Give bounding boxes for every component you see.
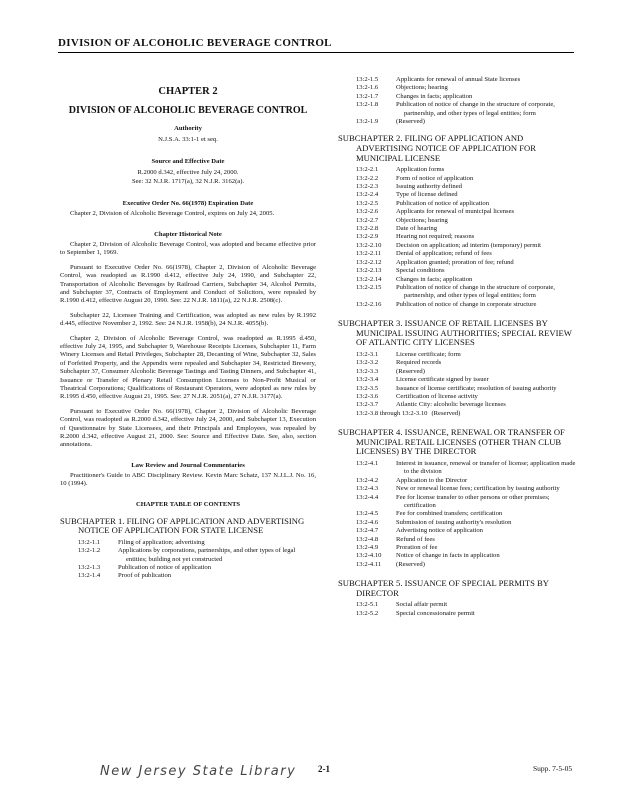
section-title: Publication of notice of application [396, 199, 490, 207]
toc-entry [78, 539, 316, 547]
toc-entry [356, 284, 582, 301]
section-title: Proration of fee [396, 544, 438, 551]
section-title: (Reserved) [431, 409, 461, 417]
section-number: 13:2-2.16 [356, 300, 382, 308]
toc-entry [356, 477, 582, 485]
toc-entry [356, 233, 582, 241]
toc-entry [356, 267, 582, 275]
toc-entry [356, 610, 582, 618]
toc-entry [356, 250, 582, 258]
toc-heading: CHAPTER TABLE OF CONTENTS [135, 500, 241, 508]
law-review-text: Practitioner's Guide to ABC Disciplinary Review. Kevin Marc Schatz, 137 N.J.L.J. No. 16, 10 (1994). [60, 471, 316, 488]
toc-entry [356, 385, 582, 393]
section-number: 13:2-1.9 [356, 118, 379, 126]
section-title: (Reserved) [396, 560, 425, 568]
historical-paragraph-2: Pursuant to Executive Order No. 66(1978), Chapter 2, Division of Alcoholic Beverage Control, was readopted as R.1990 d.412, effective July 24, 1990, and Subchapter 22, Transportation of Alcoholic Beverages by Railroad Carriers, Subchapter 34, Alcohol Permits, and Subchapter 37, Contracts of Employment and Conduct of Solicitors, were repealed by R.1990 d.412, effective August 20, 1990. See: 22 N.J.R. 1811(a), 22 N.J.R. 2508(c). [60, 263, 316, 305]
subchapter-heading: SUBCHAPTER 4. ISSUANCE, RENEWAL OR TRANSFER OF MUNICIPAL RETAIL LICENSES (OTHER THAN CLUB LICENSES) BY THE DIRECTOR [338, 427, 565, 457]
section-number: 13:2-1.7 [356, 92, 379, 100]
section-title: Advertising notice of application [396, 527, 483, 535]
chapter-title: DIVISION OF ALCOHOLIC BEVERAGE CONTROL [68, 105, 308, 116]
section-number: 13:2-4.5 [356, 510, 379, 518]
toc-entry [356, 401, 582, 409]
section-title: Interest in issuance, renewal or transfer of license; application made to the division [396, 459, 576, 476]
section-number: 13:2-4.6 [356, 518, 379, 526]
section-title: Application granted; proration of fee; refund [396, 258, 514, 266]
section-number: 13:2-4.4 [356, 493, 379, 501]
toc-list [356, 601, 582, 618]
historical-note-heading: Chapter Historical Note [154, 230, 222, 238]
subchapter-5 [338, 579, 582, 618]
historical-paragraph-3: Subchapter 22, Licensee Training and Certification, was adopted as new rules by R.1992 d.445, effective November 2, 1992. See: 24 N.J.R. 1958(b), 24 N.J.R. 4055(b). [60, 311, 316, 328]
section-title: Denial of application; refund of fees [396, 250, 492, 258]
section-number: 13:2-1.8 [356, 101, 379, 109]
section-title: Filing of application; advertising [118, 538, 205, 546]
section-number: 13:2-2.10 [356, 241, 382, 249]
section-title: Application to the Director [396, 476, 468, 484]
toc-entry [356, 410, 582, 418]
section-number: 13:2-2.7 [356, 216, 379, 224]
section-number: 13:2-2.14 [356, 275, 382, 283]
section-title: Submission of issuing authority's resolution [396, 518, 512, 526]
section-title: Certification of license activity [396, 392, 478, 400]
section-number: 13:2-2.8 [356, 225, 379, 233]
toc-entry [356, 536, 582, 544]
section-number: 13:2-1.2 [78, 547, 101, 555]
section-title: Date of hearing [396, 225, 438, 233]
section-number: 13:2-2.9 [356, 233, 379, 241]
source-line-2: See: 32 N.J.R. 1717(a), 32 N.J.R. 3162(a). [131, 178, 245, 185]
source-heading: Source and Effective Date [151, 157, 225, 165]
subchapter-1 [60, 517, 316, 581]
toc-entry [356, 242, 582, 250]
section-title: New or renewal license fees; certification by issuing authority [396, 485, 560, 493]
toc-entry [78, 572, 316, 580]
toc-entry [356, 494, 582, 511]
section-number: 13:2-2.11 [356, 250, 382, 258]
section-number: 13:2-1.1 [78, 538, 101, 546]
toc-list [356, 166, 582, 309]
toc-entry [356, 225, 582, 233]
toc-entry [356, 519, 582, 527]
section-title: Applicants for renewal of municipal licenses [396, 208, 515, 216]
section-title: Publication of notice of application [118, 564, 212, 572]
toc-entry [356, 200, 582, 208]
toc-entry [356, 166, 582, 174]
section-title: Special conditions [396, 267, 445, 275]
section-number: 13:2-2.12 [356, 258, 382, 266]
running-head: DIVISION OF ALCOHOLIC BEVERAGE CONTROL [58, 37, 332, 49]
section-number: 13:2-4.2 [356, 476, 379, 484]
section-title: Form of notice of application [396, 174, 474, 182]
subchapter-heading: SUBCHAPTER 2. FILING OF APPLICATION AND ADVERTISING NOTICE OF APPLICATION FOR MUNICIPAL LICENSE [338, 133, 536, 163]
toc-entry [356, 376, 582, 384]
historical-paragraph-5: Pursuant to Executive Order No. 66(1978), Chapter 2, Division of Alcoholic Beverage Control, was readopted as R.2000 d.342, effective July 24, 2000, and Subchapter 13, Execution of Questionnaire by State Licensees, and their Principals and Employees, was repealed by R.2000 d.342, effective August 21, 2000. See: Source and Effective Date. See, also, section annotations. [60, 407, 316, 449]
toc-entry [356, 183, 582, 191]
toc-entry [356, 561, 582, 569]
left-column [60, 76, 316, 581]
toc-list [356, 460, 582, 569]
historical-paragraph-1: Chapter 2, Division of Alcoholic Beverage Control, was adopted and became effective prior to September 1, 1969. [60, 240, 316, 257]
toc-entry [78, 547, 316, 564]
toc-list-continued [356, 76, 582, 126]
executive-order-text: Chapter 2, Division of Alcoholic Beverage Control, expires on July 24, 2005. [70, 209, 275, 217]
section-number: 13:2-5.2 [356, 609, 379, 617]
section-number: 13:2-3.5 [356, 384, 379, 392]
chapter-number: CHAPTER 2 [158, 86, 218, 97]
law-review-heading: Law Review and Journal Commentaries [131, 461, 245, 469]
section-number: 13:2-4.1 [356, 459, 379, 467]
toc-list [78, 539, 316, 581]
toc-entry [356, 76, 582, 84]
section-number: 13:2-2.3 [356, 183, 379, 191]
right-column [338, 76, 582, 618]
section-title: Fee for combined transfers; certification [396, 510, 503, 518]
subchapter-heading: SUBCHAPTER 3. ISSUANCE OF RETAIL LICENSES BY MUNICIPAL ISSUING AUTHORITIES; SPECIAL REVIEW OF ATLANTIC CITY LICENSES [338, 318, 572, 348]
section-title: Decision on application; ad interim (temporary) permit [396, 241, 542, 249]
section-title: Refund of fees [396, 535, 435, 543]
section-title: Hearing not required; reasons [396, 233, 475, 241]
toc-entry [356, 301, 582, 309]
section-title: (Reserved) [396, 118, 425, 126]
historical-paragraph-4: Chapter 2, Division of Alcoholic Beverage Control, was readopted as R.1995 d.450, effective July 24, 1995, and Subchapter 9, Warehouse Receipts Licenses, Subchapter 11, Farm Winery Licenses and Retail Privileges, Subchapter 28, Decanting of Wine, Subchapter 32, Sales of Forfeited Property, and the Appendix were repealed and Subchapter 34, Restricted Brewery, Subchapter 37, Consumer Alcoholic Beverage Tastings and Tasting Dinners, and Subchapter 41, Issuance or Transfer of Plenary Retail Consumption Licenses to Non-Profit Musical or Theatrical Corporations; Qualifications of Restaurant Operators, were adopted as new rules by R.1995 d.450, effective August 21, 1995. See: 27 N.J.R. 2051(a), 27 N.J.R. 3177(a). [60, 334, 316, 401]
section-title: Proof of publication [118, 572, 172, 580]
section-title: Type of license defined [396, 191, 458, 199]
section-number: 13:2-3.2 [356, 359, 379, 367]
toc-entry [356, 259, 582, 267]
section-title: Required records [396, 359, 442, 367]
header-rule [58, 52, 574, 53]
section-title: Special concessionaire permit [396, 609, 475, 617]
toc-entry [356, 208, 582, 216]
section-number: 13:2-2.2 [356, 174, 379, 182]
section-number: 13:2-3.8 through 13:2-3.10 [356, 409, 428, 417]
toc-entry [356, 118, 582, 126]
section-number: 13:2-4.8 [356, 535, 379, 543]
subchapter-heading: SUBCHAPTER 1. FILING OF APPLICATION AND ADVERTISING NOTICE OF APPLICATION FOR STATE LICENSE [60, 515, 305, 536]
subchapter-2 [338, 134, 582, 309]
section-number: 13:2-3.6 [356, 392, 379, 400]
section-number: 13:2-3.7 [356, 401, 379, 409]
section-title: Issuing authority defined [396, 183, 462, 191]
section-number: 13:2-3.4 [356, 376, 379, 384]
section-title: Objections; hearing [396, 84, 448, 92]
toc-entry [356, 359, 582, 367]
section-number: 13:2-1.5 [356, 76, 379, 83]
section-number: 13:2-2.1 [356, 166, 379, 174]
toc-entry [356, 510, 582, 518]
section-number: 13:2-2.5 [356, 199, 379, 207]
section-number: 13:2-4.9 [356, 544, 379, 551]
section-title: Changes in facts; application [396, 275, 473, 283]
source-line-1: R.2000 d.342, effective July 24, 2000. [137, 168, 239, 176]
section-number: 13:2-4.3 [356, 485, 379, 493]
section-number: 13:2-3.1 [356, 350, 379, 358]
section-number: 13:2-2.6 [356, 208, 379, 216]
section-title: Applications by corporations, partnerships, and other types of legal entities; building not yet constructed [118, 547, 296, 563]
toc-entry [356, 93, 582, 101]
section-title: Atlantic City: alcoholic beverage licenses [396, 401, 506, 409]
library-stamp: New Jersey State Library [100, 764, 297, 779]
toc-entry [356, 368, 582, 376]
section-title: Social affair permit [396, 601, 448, 609]
section-title: Objections; hearing [396, 216, 448, 224]
toc-entry [356, 552, 582, 560]
section-title: Publication of notice of change in the structure of corporate, partnership, and other types of legal entities; form [396, 283, 555, 300]
section-title: (Reserved) [396, 367, 425, 375]
section-number: 13:2-4.11 [356, 560, 382, 568]
toc-list [356, 351, 582, 418]
section-title: Changes in facts; application [396, 92, 473, 100]
toc-entry [356, 175, 582, 183]
toc-entry [356, 191, 582, 199]
page-number: 2-1 [318, 764, 330, 774]
section-number: 13:2-4.10 [356, 552, 382, 560]
toc-entry [356, 393, 582, 401]
section-title: License certificate signed by issuer [396, 376, 489, 384]
section-number: 13:2-4.7 [356, 527, 379, 535]
authority-heading: Authority [174, 125, 202, 132]
section-title: Publication of notice of change in corporate structure [396, 300, 537, 308]
section-number: 13:2-5.1 [356, 601, 379, 609]
toc-entry [356, 601, 582, 609]
toc-entry [356, 217, 582, 225]
toc-entry [356, 276, 582, 284]
section-number: 13:2-1.4 [78, 572, 101, 580]
section-number: 13:2-3.3 [356, 367, 379, 375]
toc-entry [356, 101, 582, 118]
toc-entry [356, 460, 582, 477]
section-number: 13:2-1.3 [78, 564, 101, 572]
section-title: Issuance of license certificate; resolution of issuing authority [396, 384, 557, 392]
section-number: 13:2-1.6 [356, 84, 379, 92]
toc-entry [356, 351, 582, 359]
section-title: Application forms [396, 166, 445, 174]
section-title: Fee for license transfer to other persons or other premises; certification [396, 493, 550, 509]
subchapter-3 [338, 319, 582, 418]
section-title: Notice of change in facts in application [396, 552, 500, 560]
section-title: Applicants for renewal of annual State licenses [396, 76, 521, 83]
section-number: 13:2-2.4 [356, 191, 379, 199]
section-number: 13:2-2.13 [356, 267, 382, 275]
toc-entry [78, 564, 316, 572]
section-title: Publication of notice of change in the structure of corporate, partnership, and other types of legal entities; form [396, 101, 555, 117]
authority-text: N.J.S.A. 33:1-1 et seq. [158, 136, 218, 143]
section-title: License certificate; form [396, 350, 461, 358]
subchapter-4 [338, 428, 582, 569]
supplement-date: Supp. 7-5-05 [533, 764, 573, 773]
executive-order-heading: Executive Order No. 66(1978) Expiration Date [122, 199, 254, 207]
toc-entry [356, 84, 582, 92]
subchapter-heading: SUBCHAPTER 5. ISSUANCE OF SPECIAL PERMITS BY DIRECTOR [338, 578, 549, 598]
section-number: 13:2-2.15 [356, 283, 382, 291]
toc-entry [356, 485, 582, 493]
toc-entry [356, 527, 582, 535]
toc-entry [356, 544, 582, 552]
